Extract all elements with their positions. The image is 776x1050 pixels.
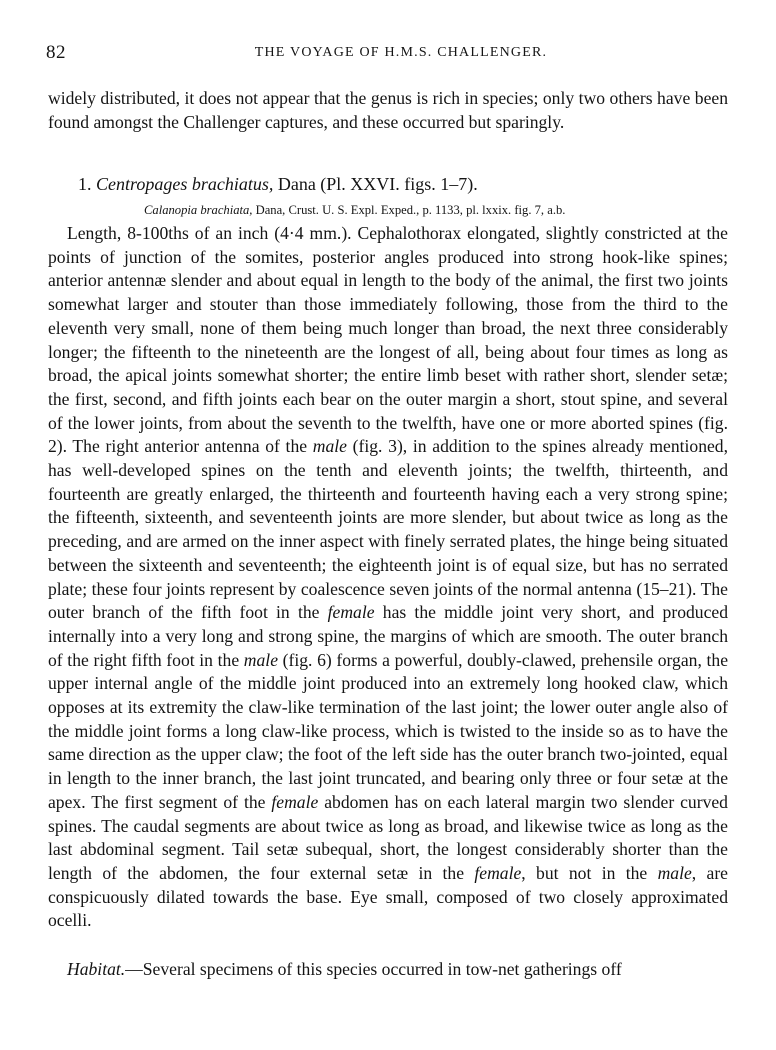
description-italic-term: female bbox=[327, 602, 375, 623]
description-text: (fig. 6) forms a powerful, doubly-clawed, prehensile organ, the upper internal angle of the middle joint produced into an extremely long hooked claw, which opposes at its extremity the claw-like termination of the last joint; the lower outer angle also of the middle joint forms a long claw-like process, which is twisted to the inside so as to have the same direction as the upper claw; the foot of the left side has the outer branch two-jointed, equal in length to the inner branch, the last joint truncated, and bearing only three or four setæ at the apex. The first segment of the bbox=[48, 649, 729, 812]
page-number: 82 bbox=[46, 42, 66, 63]
page-header bbox=[46, 42, 736, 66]
running-head: THE VOYAGE OF H.M.S. CHALLENGER. bbox=[254, 45, 548, 60]
habitat-text: —Several specimens of this species occurred in tow-net gatherings off bbox=[125, 959, 622, 979]
species-number: 1. bbox=[78, 174, 92, 194]
description-text: (fig. 3), in addition to the spines already mentioned, has well-developed spines on the tenth and eleventh joints; the twelfth, thirteenth, and fourteenth are greatly enlarged, the thirteenth and fourteenth having each a very strong spine; the fifteenth, sixteenth, and seventeenth joints are more slender, but about twice as long as the preceding, and are armed on the inner aspect with finely serrated plates, the hinge being situated between the sixteenth and seventeenth; the eighteenth joint is of equal size, but has no serrated plate; these four joints represent by coalescence seven joints of the normal antenna (15–21). The outer branch of the fifth foot in the bbox=[48, 436, 728, 623]
description-text: has the middle joint very short, and produced internally into a very long and strong spine, the margins of which are smooth. The outer branch of the right fifth foot in the bbox=[48, 602, 729, 670]
description-italic-term: male bbox=[657, 862, 692, 883]
description-italic-term: female bbox=[271, 791, 319, 812]
description-text: , are conspicuously dilated towards the base. Eye small, composed of two closely approximated ocelli. bbox=[48, 862, 728, 931]
species-heading bbox=[78, 173, 478, 195]
description-italic-term: male bbox=[243, 649, 278, 670]
species-description bbox=[48, 222, 728, 933]
description-text: , but not in the bbox=[521, 862, 658, 883]
description-text: abdomen has on each lateral margin two slender curved spines. The caudal segments are about twice as long as broad, and likewise twice as long as the last abdominal segment. Tail setæ subequal, short, the longest considerably shorter than the length of the abdomen, the four external setæ in the bbox=[48, 791, 728, 883]
description-italic-term: female bbox=[474, 862, 522, 883]
species-authority: Dana (Pl. XXVI. figs. 1–7). bbox=[277, 174, 478, 194]
habitat-label: Habitat. bbox=[67, 959, 126, 979]
habitat-paragraph bbox=[48, 958, 728, 982]
synonym-name: Calanopia brachiata, bbox=[144, 203, 253, 217]
description-text: Length, 8-100ths of an inch (4·4 mm.). Cephalothorax elongated, slightly constricted at the points of junction of the somites, posterior angles produced into strong hook-like spines; anterior antennæ slender and about equal in length to the body of the animal, the first two joints somewhat larger and stouter than those immediately following, those from the third to the eleventh very small, none of them being much longer than broad, the next three considerably longer; the fifteenth to the nineteenth are the longest of all, being about four times as long as broad, the apical joints somewhat shorter; the entire limb beset with rather short, slender setæ; the first, second, and fifth joints each bear on the outer margin a short, stout spine, and several of the lower joints, from about the seventh to the twelfth, have one or more aborted spines (fig. 2). The right anterior antenna of the bbox=[48, 223, 728, 457]
synonym-reference: Dana, Crust. U. S. Expl. Exped., p. 1133, pl. lxxix. fig. 7, a.b. bbox=[255, 203, 566, 217]
description-italic-term: male bbox=[312, 436, 347, 457]
species-name: Centropages brachiatus, bbox=[96, 174, 274, 194]
intro-paragraph: widely distributed, it does not appear that the genus is rich in species; only two others have been found amongst the Challenger captures, and these occurred but sparingly. bbox=[48, 88, 728, 132]
synonym-citation bbox=[144, 202, 565, 218]
